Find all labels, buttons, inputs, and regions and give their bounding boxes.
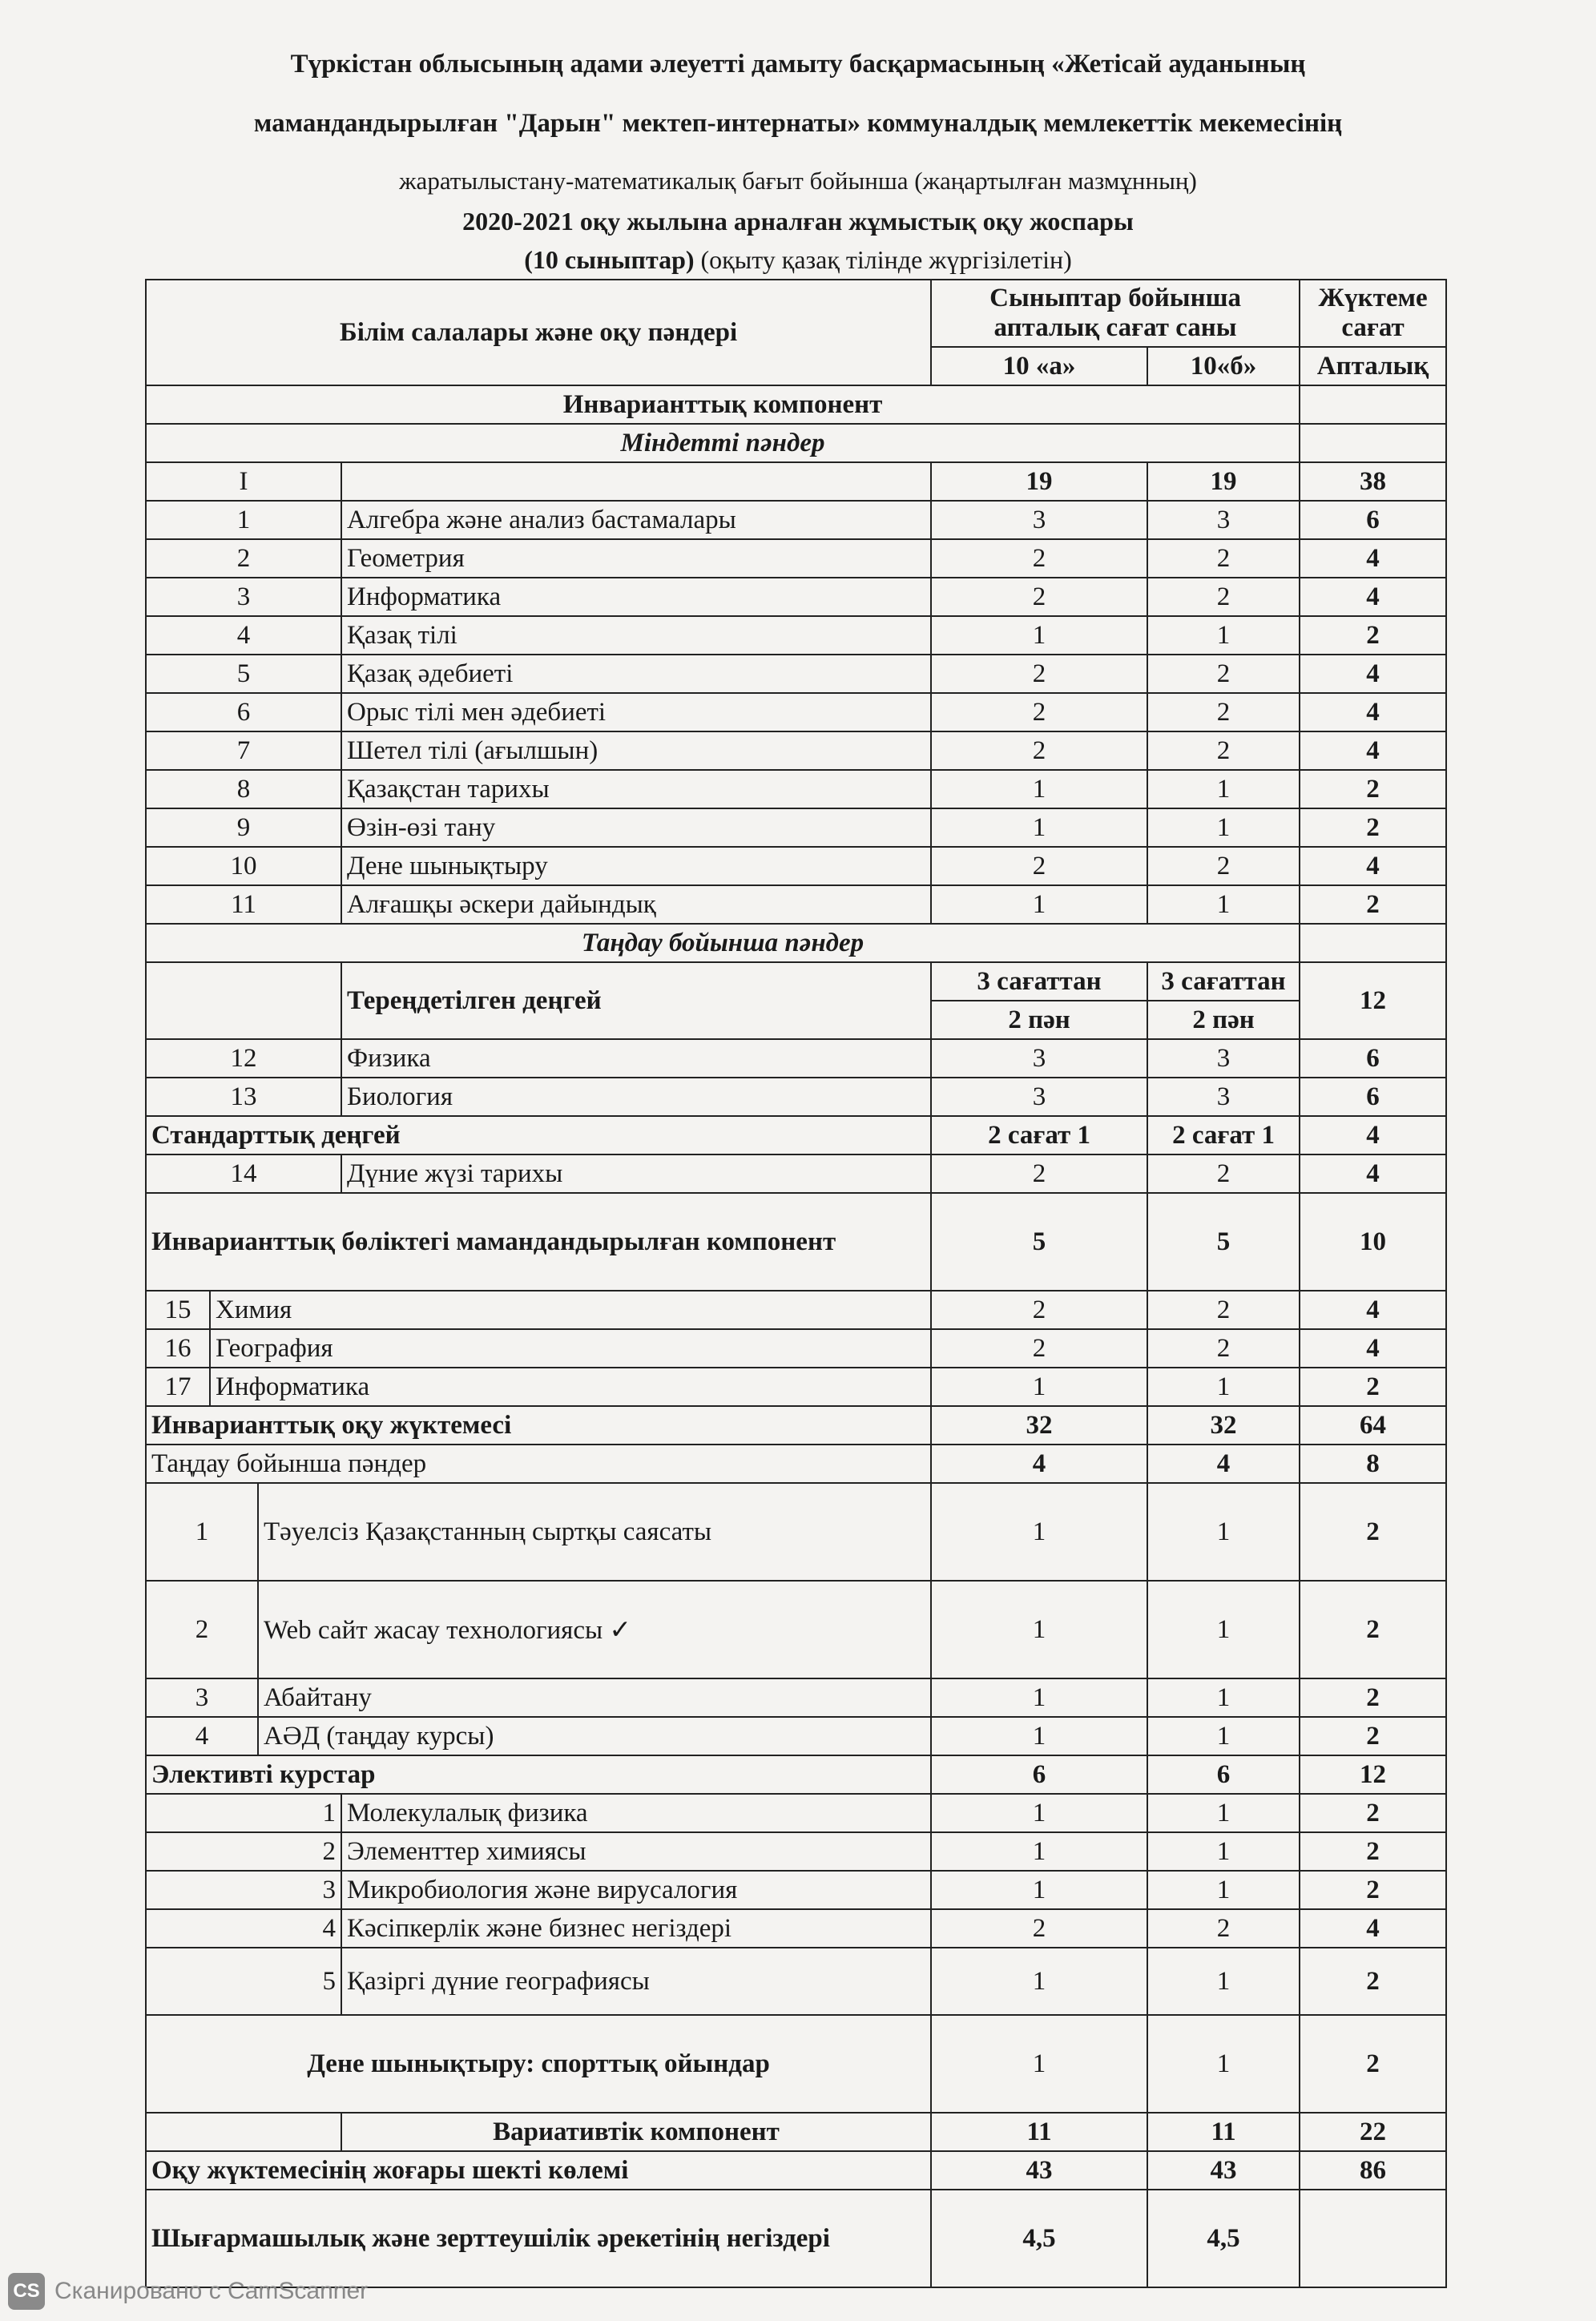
row-number: 1 (146, 1483, 258, 1581)
row-number: 5 (146, 655, 341, 693)
subject-name: Web сайт жасау технологиясы ✓ (258, 1581, 931, 1678)
class-b-hours: 3 (1147, 1039, 1300, 1078)
weekly-load: 2 (1300, 1871, 1446, 1909)
subjects-header: Білім салалары және оқу пәндері (146, 280, 931, 385)
class-b-hours: 3 (1147, 501, 1300, 539)
class-b-hours: 43 (1147, 2151, 1300, 2190)
weekly-load: 2 (1300, 1794, 1446, 1832)
row-number: 5 (146, 1948, 341, 2015)
row-number: 17 (146, 1368, 210, 1406)
row-number: 1 (146, 501, 341, 539)
class-b-hours: 2 (1147, 693, 1300, 731)
header-line-4: 2020-2021 оқу жылына арналған жұмыстық оқу жоспары (462, 207, 1134, 236)
subject-name: Қазақстан тарихы (341, 770, 931, 808)
table-row (146, 1291, 1446, 1329)
class-a-hours: 1 (931, 1948, 1147, 2015)
section-invariant: Инварианттық компонент (146, 385, 1300, 424)
subject-name: Қазақ әдебиеті (341, 655, 931, 693)
weekly-load: 86 (1300, 2151, 1446, 2190)
class-a-hours: 1 (931, 1483, 1147, 1581)
table-row (146, 424, 1446, 462)
table-row (146, 501, 1446, 539)
class-b-hours: 2 (1147, 655, 1300, 693)
class-b-hours: 1 (1147, 1483, 1300, 1581)
weekly-load: 12 (1300, 962, 1446, 1039)
weekly-load: 2 (1300, 1368, 1446, 1406)
weekly-load: 4 (1300, 1291, 1446, 1329)
weekly-load: 2 (1300, 770, 1446, 808)
choice-subjects: Таңдау бойынша пәндер (146, 1445, 931, 1483)
row-number: 2 (146, 539, 341, 578)
class-a-hours: 32 (931, 1406, 1147, 1445)
weekly-load: 4 (1300, 693, 1446, 731)
weekly-load: 4 (1300, 578, 1446, 616)
weekly-load: 2 (1300, 808, 1446, 847)
class-a-hours: 19 (931, 462, 1147, 501)
curriculum-table (145, 279, 1447, 2288)
row-number: 4 (146, 1717, 258, 1755)
table-row (146, 731, 1446, 770)
weekly-load: 4 (1300, 731, 1446, 770)
class-b-hours: 2 (1147, 539, 1300, 578)
sport-games: Дене шынықтыру: спорттық ойындар (146, 2015, 931, 2113)
subject-name: Химия (210, 1291, 931, 1329)
table-row (146, 2151, 1446, 2190)
class-a-hours: 3 (931, 501, 1147, 539)
row-number: 9 (146, 808, 341, 847)
table-row (146, 1193, 1446, 1291)
class-a-subjects: 2 пән (931, 1001, 1147, 1039)
class-a-hours: 3 (931, 1078, 1147, 1116)
weekly-load: 2 (1300, 1581, 1446, 1678)
class-b-hours: 1 (1147, 1678, 1300, 1717)
class-a-hours: 2 (931, 1291, 1147, 1329)
class-a-hours: 1 (931, 616, 1147, 655)
subject-name: Геометрия (341, 539, 931, 578)
class-b-hours: 1 (1147, 1948, 1300, 2015)
table-row (146, 539, 1446, 578)
class-a-hours: 1 (931, 770, 1147, 808)
table-row (146, 280, 1446, 347)
class-a-hours: 2 (931, 1909, 1147, 1948)
class-b-hours: 6 (1147, 1755, 1300, 1794)
row-number: I (146, 462, 341, 501)
class-b-hours: 1 (1147, 1794, 1300, 1832)
row-number: 7 (146, 731, 341, 770)
variative-component: Вариативтік компонент (341, 2113, 931, 2151)
row-number: 2 (146, 1832, 341, 1871)
table-row (146, 1368, 1446, 1406)
class-b-hours: 1 (1147, 808, 1300, 847)
header-line-1: Түркістан облысының адами әлеуетті дамыту басқармасының «Жетісай ауданының (290, 50, 1306, 79)
class-a-hours: 6 (931, 1755, 1147, 1794)
course-name: Молекулалық физика (341, 1794, 931, 1832)
class-a-hours: 1 (931, 1871, 1147, 1909)
class-b-hours: 3 (1147, 1078, 1300, 1116)
weekly-header: Апталық (1300, 347, 1446, 385)
subject-name: Абайтану (258, 1678, 931, 1717)
class-a-hours: 2 (931, 847, 1147, 885)
class-b-hours: 1 (1147, 616, 1300, 655)
empty-cell (1300, 385, 1446, 424)
class-b-hours: 32 (1147, 1406, 1300, 1445)
class-b-hours: 4 (1147, 1445, 1300, 1483)
table-row (146, 962, 1446, 1001)
class-b-hours: 1 (1147, 885, 1300, 924)
class-b-hours: 2 (1147, 847, 1300, 885)
load-header: Жүктеме сағат (1300, 280, 1446, 347)
course-name: Микробиология және вирусалогия (341, 1871, 931, 1909)
class-a-hours: 5 (931, 1193, 1147, 1291)
class-a-hours: 1 (931, 2015, 1147, 2113)
table-row (146, 693, 1446, 731)
weekly-load: 4 (1300, 1909, 1446, 1948)
table-row (146, 770, 1446, 808)
table-row (146, 1154, 1446, 1193)
table-row (146, 1832, 1446, 1871)
header-line-3: жаратылыстану-математикалық бағыт бойынша (жаңартылған мазмұнның) (399, 167, 1197, 195)
weekly-load: 8 (1300, 1445, 1446, 1483)
table-row (146, 1116, 1446, 1154)
subject-name: Дүние жүзі тарихы (341, 1154, 931, 1193)
weekly-load: 38 (1300, 462, 1446, 501)
header-classes: (10 сыныптар) (524, 245, 695, 274)
class-b-hours: 1 (1147, 1832, 1300, 1871)
subject-name: Орыс тілі мен әдебиеті (341, 693, 931, 731)
weekly-load: 2 (1300, 2015, 1446, 2113)
weekly-load: 4 (1300, 847, 1446, 885)
table-row (146, 1871, 1446, 1909)
table-row (146, 1581, 1446, 1678)
row-number: 10 (146, 847, 341, 885)
max-load: Оқу жүктемесінің жоғары шекті көлемі (146, 2151, 931, 2190)
subject-name: Өзін-өзі тану (341, 808, 931, 847)
table-row (146, 2113, 1446, 2151)
class-b-hours: 1 (1147, 1581, 1300, 1678)
table-row (146, 808, 1446, 847)
empty-cell (341, 462, 931, 501)
table-row (146, 616, 1446, 655)
header-line-2: мамандандырылған "Дарын" мектеп-интернаты» коммуналдық мемлекеттік мекемесінің (253, 109, 1343, 138)
class-b-hours: 2 (1147, 578, 1300, 616)
row-number: 13 (146, 1078, 341, 1116)
elective-courses: Элективті курстар (146, 1755, 931, 1794)
row-number: 2 (146, 1581, 258, 1678)
weekly-load: 6 (1300, 1078, 1446, 1116)
subject-name: Физика (341, 1039, 931, 1078)
camscanner-logo-icon: CS (8, 2273, 45, 2310)
empty-cell (1300, 924, 1446, 962)
weekly-load: 2 (1300, 1483, 1446, 1581)
table-row (146, 1483, 1446, 1581)
row-number: 14 (146, 1154, 341, 1193)
row-number: 3 (146, 1871, 341, 1909)
weekly-load: 64 (1300, 1406, 1446, 1445)
weekly-load: 2 (1300, 1717, 1446, 1755)
class-a-hours: 2 сағат 1 (931, 1116, 1147, 1154)
class-a-hours: 4,5 (931, 2190, 1147, 2287)
weekly-load: 2 (1300, 616, 1446, 655)
class-a-hours: 1 (931, 1678, 1147, 1717)
weekly-load: 2 (1300, 1948, 1446, 2015)
weekly-load: 4 (1300, 539, 1446, 578)
class-a-hours: 1 (931, 1832, 1147, 1871)
empty-cell (146, 962, 341, 1039)
empty-cell (146, 2113, 341, 2151)
class-b-hours: 1 (1147, 1717, 1300, 1755)
weekly-hours-header: Сыныптар бойынша апталық сағат саны (931, 280, 1300, 347)
class-b-hours: 2 (1147, 1291, 1300, 1329)
subject-name: Шетел тілі (ағылшын) (341, 731, 931, 770)
class-b-hours: 1 (1147, 2015, 1300, 2113)
class-b-header: 10«б» (1147, 347, 1300, 385)
class-a-hours: 4 (931, 1445, 1147, 1483)
section-mandatory: Міндетті пәндер (146, 424, 1300, 462)
table-row (146, 1755, 1446, 1794)
header-language: (оқыту қазақ тілінде жүргізілетін) (700, 245, 1072, 274)
weekly-load: 2 (1300, 885, 1446, 924)
class-b-hours: 1 (1147, 1368, 1300, 1406)
class-a-hours: 1 (931, 808, 1147, 847)
class-a-hours: 43 (931, 2151, 1147, 2190)
class-a-hours: 3 сағаттан (931, 962, 1147, 1001)
class-b-hours: 2 (1147, 1154, 1300, 1193)
weekly-load: 6 (1300, 501, 1446, 539)
weekly-load: 22 (1300, 2113, 1446, 2151)
row-number: 8 (146, 770, 341, 808)
weekly-load: 4 (1300, 655, 1446, 693)
row-number: 11 (146, 885, 341, 924)
subject-name: Тәуелсіз Қазақстанның сыртқы саясаты (258, 1483, 931, 1581)
subject-name: АӘД (таңдау курсы) (258, 1717, 931, 1755)
course-name: Кәсіпкерлік және бизнес негіздері (341, 1909, 931, 1948)
row-number: 3 (146, 1678, 258, 1717)
table-row (146, 655, 1446, 693)
weekly-load: 4 (1300, 1154, 1446, 1193)
subject-name: Информатика (341, 578, 931, 616)
class-b-hours: 2 (1147, 731, 1300, 770)
class-a-hours: 11 (931, 2113, 1147, 2151)
empty-cell (1300, 424, 1446, 462)
weekly-load: 6 (1300, 1039, 1446, 1078)
header-line-5 (0, 245, 1596, 275)
scanner-footer (8, 2272, 368, 2311)
table-row (146, 1794, 1446, 1832)
subject-name: Информатика (210, 1368, 931, 1406)
course-name: Қазіргі дүние географиясы (341, 1948, 931, 2015)
table-row (146, 1406, 1446, 1445)
table-row (146, 924, 1446, 962)
table-row (146, 385, 1446, 424)
table-row (146, 1717, 1446, 1755)
weekly-load: 12 (1300, 1755, 1446, 1794)
row-number: 4 (146, 1909, 341, 1948)
class-b-hours: 3 сағаттан (1147, 962, 1300, 1001)
weekly-load: 4 (1300, 1116, 1446, 1154)
row-number: 16 (146, 1329, 210, 1368)
specialized-component: Инварианттық бөліктегі мамандандырылған компонент (146, 1193, 931, 1291)
class-b-hours: 1 (1147, 770, 1300, 808)
class-a-hours: 3 (931, 1039, 1147, 1078)
subject-name: Дене шынықтыру (341, 847, 931, 885)
table-row (146, 462, 1446, 501)
subject-name: География (210, 1329, 931, 1368)
table-row (146, 1078, 1446, 1116)
table-row (146, 885, 1446, 924)
class-a-hours: 1 (931, 1368, 1147, 1406)
table-row (146, 2015, 1446, 2113)
class-a-hours: 1 (931, 1794, 1147, 1832)
table-row (146, 1909, 1446, 1948)
class-a-hours: 2 (931, 539, 1147, 578)
curriculum-table-body (146, 280, 1446, 2287)
weekly-load: 10 (1300, 1193, 1446, 1291)
class-a-header: 10 «а» (931, 347, 1147, 385)
class-a-hours: 2 (931, 693, 1147, 731)
class-b-hours: 19 (1147, 462, 1300, 501)
course-name: Элементтер химиясы (341, 1832, 931, 1871)
row-number: 3 (146, 578, 341, 616)
class-b-hours: 2 (1147, 1329, 1300, 1368)
invariant-load: Инварианттық оқу жүктемесі (146, 1406, 931, 1445)
class-b-hours: 2 (1147, 1909, 1300, 1948)
table-row (146, 847, 1446, 885)
table-row (146, 1329, 1446, 1368)
scanner-caption: Сканировано с CamScanner (54, 2278, 369, 2304)
row-number: 1 (146, 1794, 341, 1832)
section-elective: Таңдау бойынша пәндер (146, 924, 1300, 962)
weekly-load: 4 (1300, 1329, 1446, 1368)
class-b-hours: 5 (1147, 1193, 1300, 1291)
class-a-hours: 1 (931, 1717, 1147, 1755)
standard-level: Стандарттық деңгей (146, 1116, 931, 1154)
subject-name: Биология (341, 1078, 931, 1116)
class-a-hours: 2 (931, 655, 1147, 693)
subject-name: Алгебра және анализ бастамалары (341, 501, 931, 539)
class-b-hours: 4,5 (1147, 2190, 1300, 2287)
row-number: 15 (146, 1291, 210, 1329)
table-row (146, 1678, 1446, 1717)
table-row (146, 578, 1446, 616)
class-a-hours: 2 (931, 1154, 1147, 1193)
row-number: 4 (146, 616, 341, 655)
table-row (146, 1948, 1446, 2015)
table-row (146, 1445, 1446, 1483)
class-a-hours: 2 (931, 731, 1147, 770)
weekly-load: 2 (1300, 1678, 1446, 1717)
class-b-hours: 1 (1147, 1871, 1300, 1909)
subject-name: Алғашқы әскери дайындық (341, 885, 931, 924)
research-basics: Шығармашылық және зерттеушілік әрекетінің негіздері (146, 2190, 931, 2287)
class-a-hours: 2 (931, 1329, 1147, 1368)
class-a-hours: 2 (931, 578, 1147, 616)
weekly-load: 2 (1300, 1832, 1446, 1871)
row-number: 12 (146, 1039, 341, 1078)
row-number: 6 (146, 693, 341, 731)
class-a-hours: 1 (931, 1581, 1147, 1678)
class-b-hours: 2 сағат 1 (1147, 1116, 1300, 1154)
table-row (146, 1039, 1446, 1078)
subject-name: Қазақ тілі (341, 616, 931, 655)
advanced-level: Тереңдетілген деңгей (341, 962, 931, 1039)
class-b-hours: 11 (1147, 2113, 1300, 2151)
weekly-load (1300, 2190, 1446, 2287)
class-b-subjects: 2 пән (1147, 1001, 1300, 1039)
class-a-hours: 1 (931, 885, 1147, 924)
